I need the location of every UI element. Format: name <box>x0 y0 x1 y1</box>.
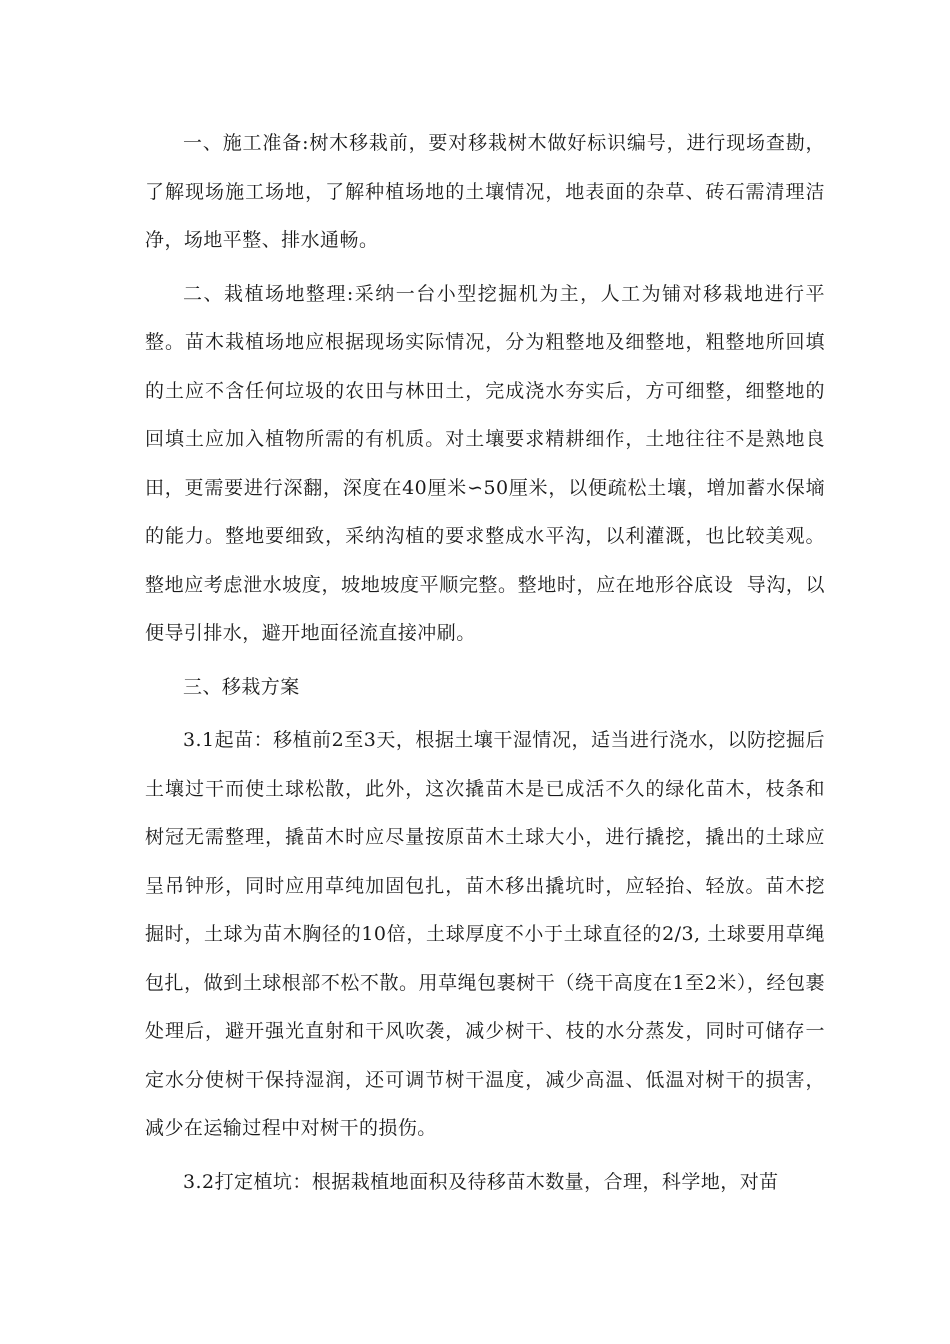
paragraph-construction-preparation: 一、施工准备:树木移栽前，要对移栽树木做好标识编号，进行现场查勘，了解现场施工场地，了解种植场地的土壤情况，地表面的杂草、砖石需清理洁净，场地平整、排水通畅。 <box>145 132 825 251</box>
section-heading-transplant-plan: 三、移栽方案 <box>183 675 300 698</box>
document-body <box>145 119 825 1211</box>
paragraph-digging-pits: 3.2打定植坑：根据栽植地面积及待移苗木数量，合理，科学地，对苗 <box>183 1170 779 1193</box>
paragraph-site-preparation: 二、栽植场地整理:采纳一台小型挖掘机为主，人工为铺对移栽地进行平整。苗木栽植场地应根据现场实际情况，分为粗整地及细整地，粗整地所回填的土应不含任何垃圾的农田与林田土，完成浇水夯实后，方可细整，细整地的回填土应加入植物所需的有机质。对土壤要求精耕细作，土地往往不是熟地良田，更需要进行深翻，深度在40厘米∽50厘米，以便疏松土壤，增加蓄水保墒的能力。整地要细致，采纳沟植的要求整成水平沟，以利灌溉，也比较美观。整地应考虑泄水坡度，坡地坡度平顺完整。整地时，应在地形谷底设 导沟，以便导引排水，避开地面径流直接冲刷。 <box>145 282 825 644</box>
paragraph-lifting-seedlings: 3.1起苗：移植前2至3天，根据土壤干湿情况，适当进行浇水，以防挖掘后土壤过干而使土球松散，此外，这次撬苗木是已成活不久的绿化苗木，枝条和树冠无需整理，撬苗木时应尽量按原苗木土球大小，进行撬挖，撬出的土球应呈吊钟形，同时应用草纯加固包扎，苗木移出撬坑时，应轻抬、轻放。苗木挖掘时，土球为苗木胸径的10倍，土球厚度不小于土球直径的2/3, 土球要用草绳包扎，做到土球根部不松不散。用草绳包裹树干（绕干高度在1至2米），经包裹处理后，避开强光直射和干风吹袭，减少树干、枝的水分蒸发，同时可储存一定水分使树干保持湿润，还可调节树干温度，减少高温、低温对树干的损害，减少在运输过程中对树干的损伤。 <box>145 729 825 1139</box>
